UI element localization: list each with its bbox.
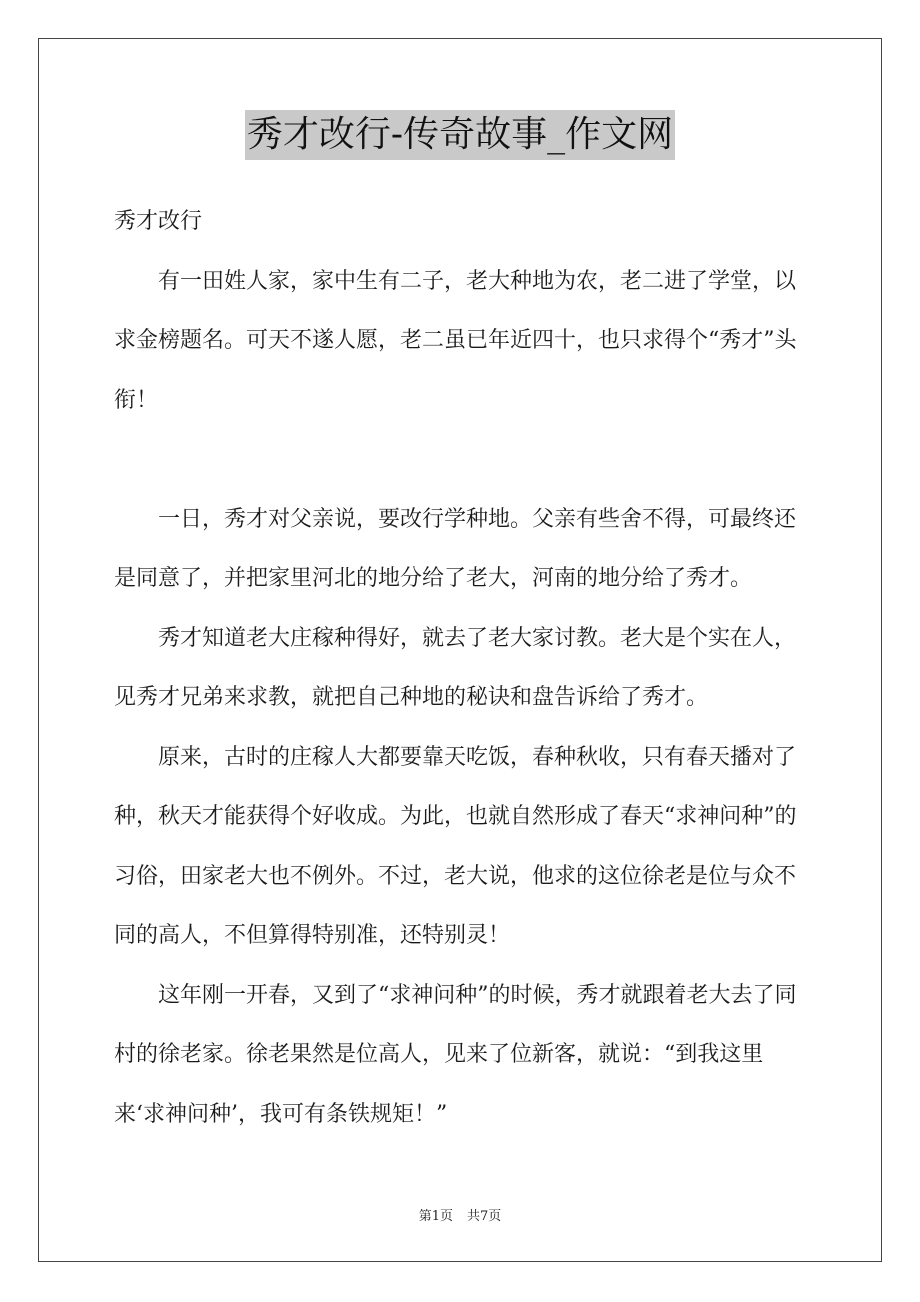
page-total: 共7页: [467, 1209, 502, 1224]
title-container: [0, 110, 920, 160]
paragraph-1: 有一田姓人家，家中生有二子，老大种地为农，老二进了学堂，以求金榜题名。可天不遂人愿，老二虽已年近四十，也只求得个“秀才”头衔！: [114, 268, 797, 413]
paragraph-2: 一日，秀才对父亲说，要改行学种地。父亲有些舍不得，可最终还是同意了，并把家里河北的地分给了老大，河南的地分给了秀才。: [114, 506, 797, 591]
page-footer: [0, 1205, 920, 1224]
paragraph-spacer: [114, 430, 814, 490]
paragraph-5: 这年刚一开春，又到了“求神问种”的时候，秀才就跟着老大去了同村的徐老家。徐老果然是位高人，见来了位新客，就说：“到我这里来‘求神问种’，我可有条铁规矩！”: [114, 982, 797, 1127]
paragraph-4: 原来，古时的庄稼人大都要靠天吃饭，春种秋收，只有春天播对了种，秋天才能获得个好收成。为此，也就自然形成了春天“求神问种”的习俗，田家老大也不例外。不过，老大说，他求的这位徐老是位与众不同的高人，不但算得特别准，还特别灵！: [114, 744, 797, 948]
paragraph-3: 秀才知道老大庄稼种得好，就去了老大家讨教。老大是个实在人，见秀才兄弟来求教，就把自己种地的秘诀和盘告诉给了秀才。: [114, 625, 797, 710]
document-title: 秀才改行-传奇故事_作文网: [245, 110, 675, 160]
page-number: 第1页: [418, 1209, 453, 1224]
document-subtitle: 秀才改行: [114, 209, 203, 234]
document-body: [114, 192, 814, 1144]
